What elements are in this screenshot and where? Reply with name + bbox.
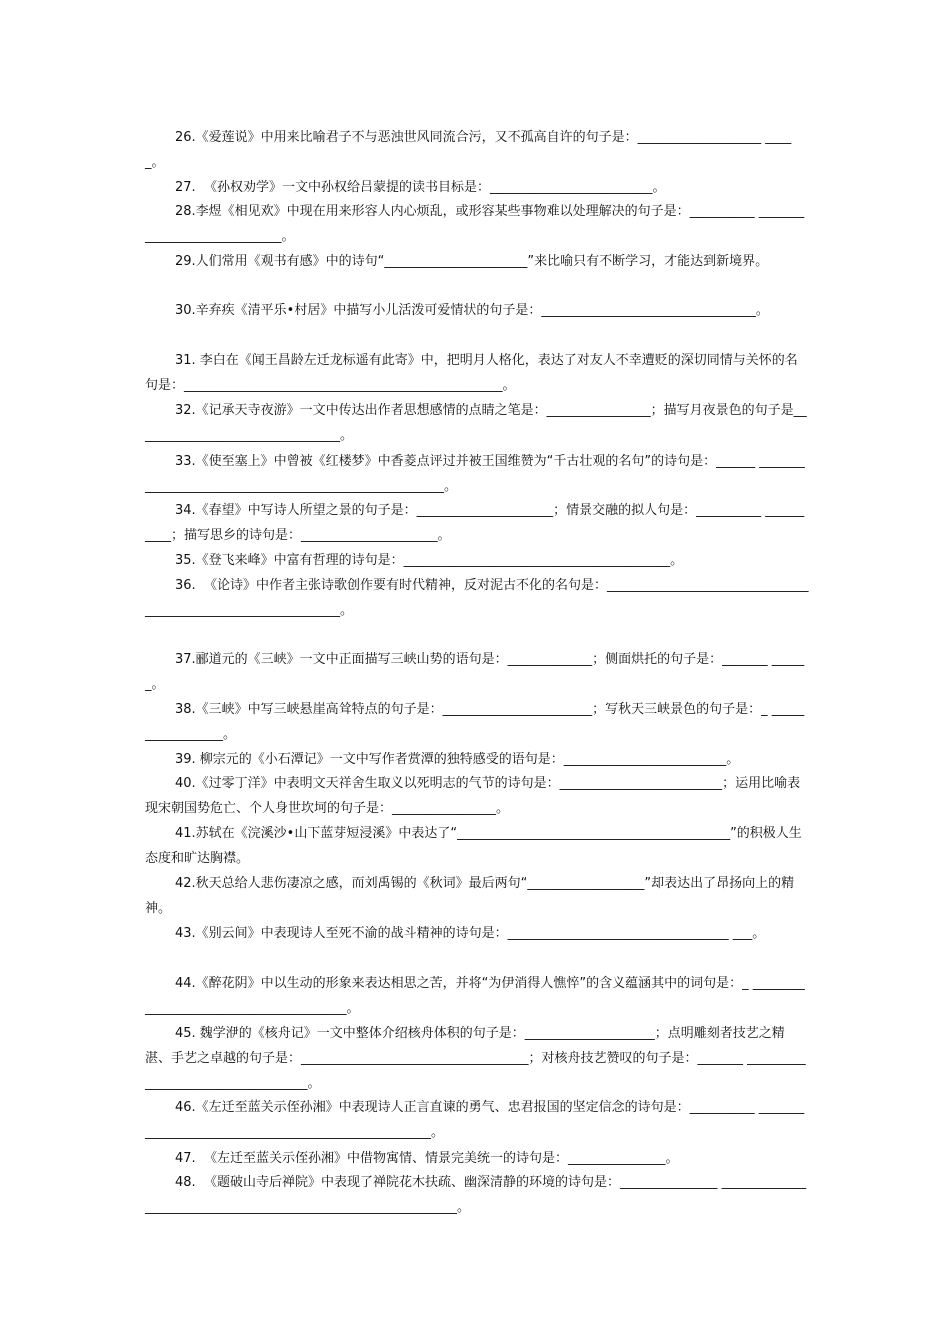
question-33	[145, 449, 810, 499]
question-41	[145, 821, 810, 871]
question-31	[145, 348, 810, 398]
question-38-text: 38.《三峡》中写三峡悬崖高耸特点的句子是：_______________________；写秋天三峡景色的句子是：_ _________________。	[145, 702, 805, 742]
question-37	[145, 647, 810, 697]
question-30	[145, 298, 810, 323]
question-28	[145, 199, 810, 249]
question-47	[145, 1146, 810, 1171]
question-44	[145, 971, 810, 1021]
question-40	[145, 771, 810, 821]
question-39	[145, 747, 810, 772]
question-29	[145, 249, 810, 274]
question-32	[145, 398, 810, 448]
question-26	[145, 125, 810, 175]
question-37-text: 37.郦道元的《三峡》一文中正面描写三峡山势的语句是：_____________；侧面烘托的句子是：_______ ______。	[145, 652, 805, 692]
question-42-text: 42.秋天总给人悲伤凄凉之感，而刘禹锡的《秋词》最后两句“__________________”却表达出了昂扬向上的精神。	[145, 876, 795, 916]
question-33-text: 33.《使至塞上》中曾被《红楼梦》中香菱点评过并被王国维赞为“千古壮观的名句”的诗句是：______ _____________________________________________________。	[145, 454, 805, 494]
question-44-text: 44.《醉花阴》中以生动的形象来表达相思之苦，并将“为伊消得人憔悴”的含义蕴涵其中的词句是：_ _______________________________________。	[145, 976, 805, 1016]
question-45-text: 45. 魏学洢的《核舟记》一文中整体介绍核舟体积的句子是：____________________；点明雕刻者技艺之精湛、手艺之卓越的句子是：___________________________________；对核舟技艺赞叹的句子是：_______ __________________________________。	[145, 1026, 806, 1091]
question-48-text: 48. 《题破山寺后禅院》中表现了禅院花木扶疏、幽深清静的环境的诗句是：_______________ _____________________________________________________________。	[145, 1175, 807, 1215]
question-34	[145, 498, 810, 548]
question-42	[145, 871, 810, 921]
question-41-text: 41.苏轼在《浣溪沙•山下蓝芽短浸溪》中表达了“__________________________________________”的积极人生态度和旷达胸襟。	[145, 826, 802, 866]
question-29-text: 29.人们常用《观书有感》中的诗句“______________________”来比喻只有不断学习，才能达到新境界。	[175, 254, 769, 269]
question-38	[145, 697, 810, 747]
question-36-text: 36. 《论诗》中作者主张诗歌创作要有时代精神，反对泥古不化的名句是：_____________________________________________________________。	[145, 578, 809, 618]
question-43-text: 43.《别云间》中表现诗人至死不渝的战斗精神的诗句是：__________________________________ ___。	[175, 926, 766, 941]
question-31-text: 31. 李白在《闻王昌龄左迁龙标遥有此寄》中，把明月人格化，表达了对友人不幸遭贬的深切同情与关怀的名句是：_________________________________________________。	[145, 353, 798, 393]
question-45	[145, 1021, 810, 1096]
question-28-text: 28.李煜《相见欢》中现在用来形容人内心烦乱，或形容某些事物难以处理解决的句子是：__________ ____________________________。	[145, 204, 805, 244]
question-35-text: 35.《登飞来峰》中富有哲理的诗句是：_________________________________________。	[175, 553, 684, 568]
question-36	[145, 573, 810, 623]
question-27-text: 27. 《孙权劝学》一文中孙权给吕蒙提的读书目标是：_________________________。	[175, 180, 666, 195]
question-47-text: 47. 《左迁至蓝关示侄孙湘》中借物寓情、情景完美统一的诗句是：_______________。	[175, 1151, 679, 1166]
question-35	[145, 548, 810, 573]
question-32-text: 32.《记承天寺夜游》一文中传达出作者思想感情的点睛之笔是：________________；描写月夜景色的句子是________________________________。	[145, 403, 807, 443]
question-48	[145, 1170, 810, 1220]
question-39-text: 39. 柳宗元的《小石潭记》一文中写作者赏潭的独特感受的语句是：_________________________。	[175, 752, 740, 767]
question-34-text: 34.《春望》中写诗人所望之景的句子是：_____________________；情景交融的拟人句是：__________ __________；描写思乡的诗句是：_____________________。	[145, 503, 805, 543]
question-27	[145, 175, 810, 200]
question-46-text: 46.《左迁至蓝关示侄孙湘》中表现诗人正言直谏的勇气、忠君报国的坚定信念的诗句是：__________ ___________________________________________________。	[145, 1100, 805, 1140]
question-46	[145, 1095, 810, 1145]
question-40-text: 40.《过零丁洋》中表明文天祥舍生取义以死明志的气节的诗句是：_________________________；运用比喻表现宋朝国势危亡、个人身世坎坷的句子是：________________。	[145, 776, 801, 816]
question-43	[145, 921, 810, 946]
question-30-text: 30.辛弃疾《清平乐•村居》中描写小儿活泼可爱情状的句子是：_________________________________。	[175, 303, 769, 318]
question-26-text: 26.《爱莲说》中用来比喻君子不与恶浊世风同流合污，又不孤高自许的句子是：___________________ _____。	[145, 130, 792, 170]
